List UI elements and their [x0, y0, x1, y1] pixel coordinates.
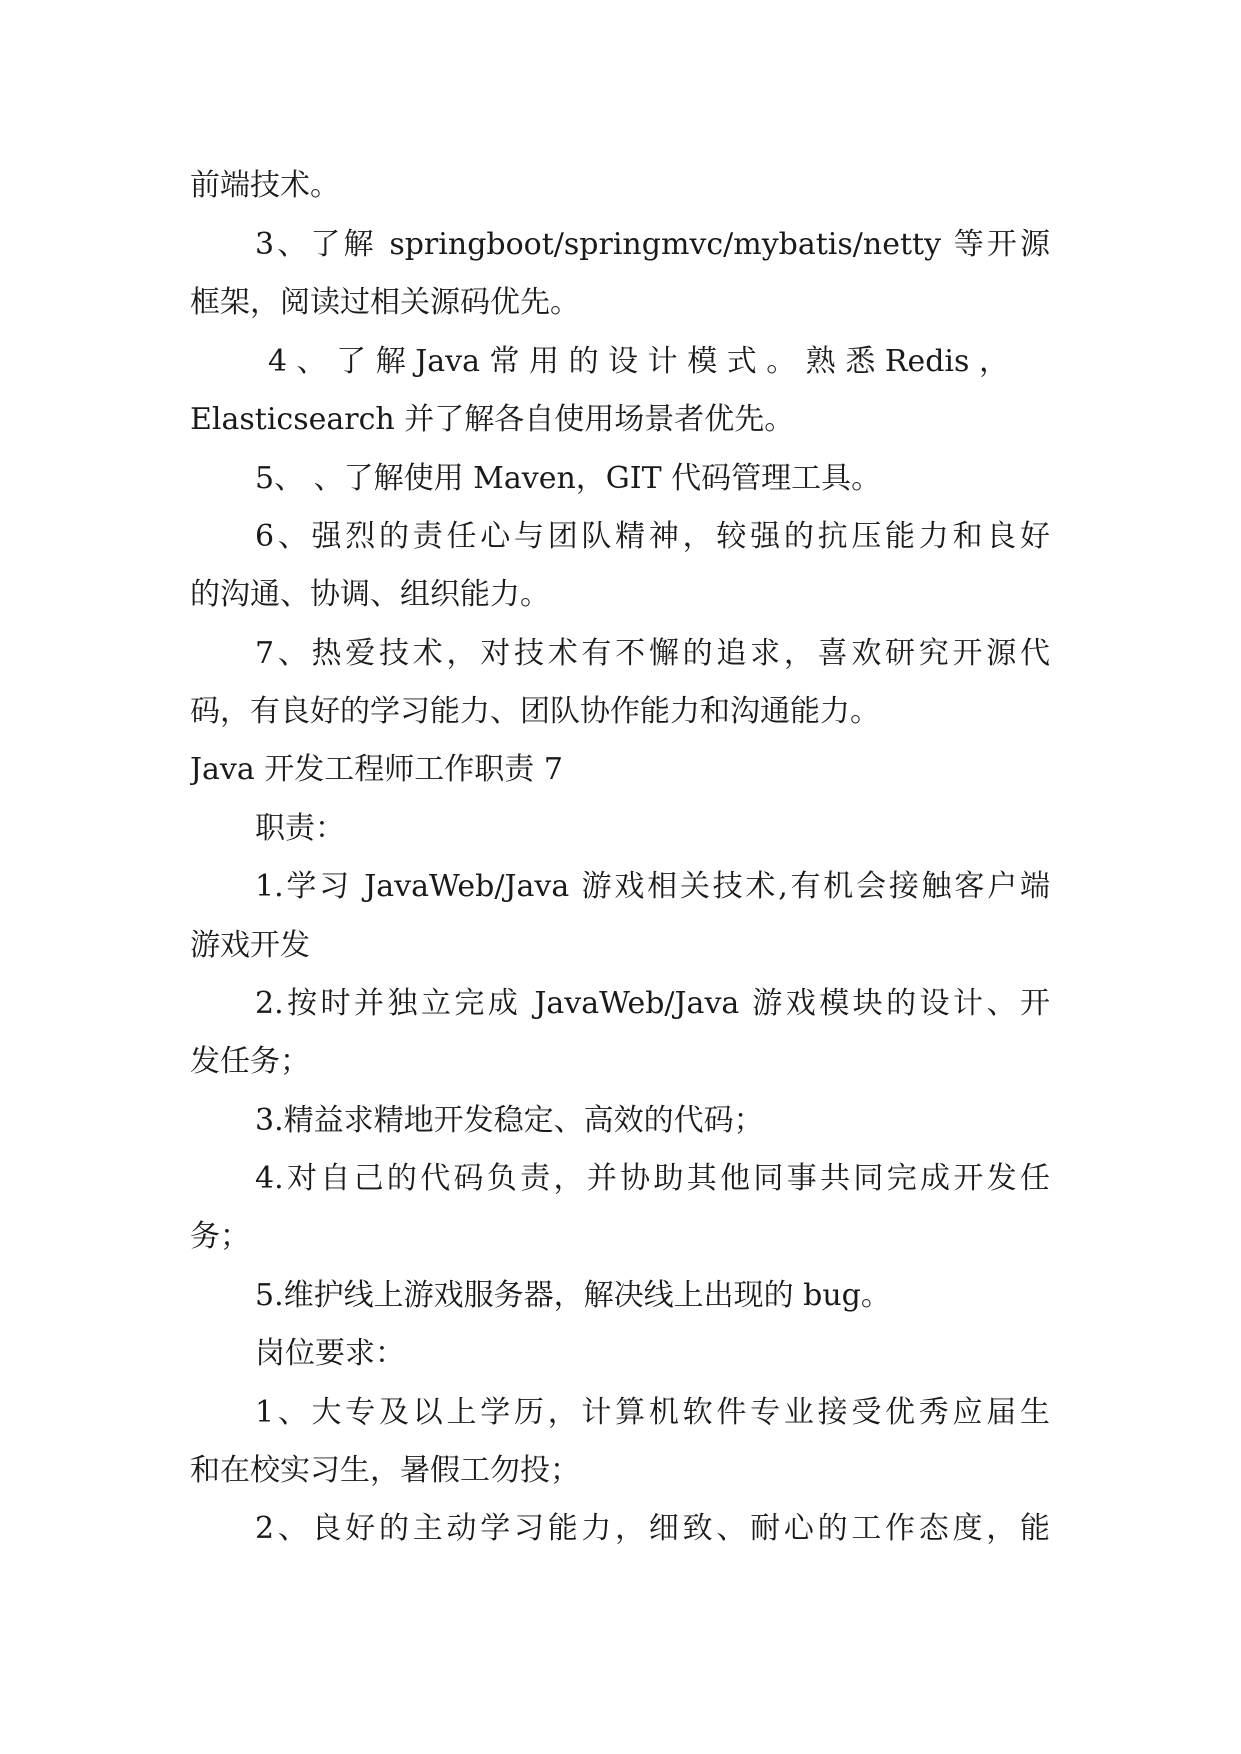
section-heading: Java 开发工程师工作职责 7 — [190, 752, 563, 787]
text-line: 前端技术。 — [190, 168, 340, 203]
text-line: 5.维护线上游戏服务器，解决线上出现的 bug。 — [255, 1278, 891, 1313]
text-line: 4.对自己的代码负责，并协助其他同事共同完成开发任 — [255, 1161, 1050, 1196]
subheading-duties: 职责： — [255, 811, 345, 846]
text-line: 3.精益求精地开发稳定、高效的代码； — [255, 1103, 764, 1138]
text-line: 2、良好的主动学习能力，细致、耐心的工作态度，能 — [255, 1511, 1050, 1546]
text-line: 1.学习 JavaWeb/Java 游戏相关技术,有机会接触客户端 — [255, 869, 1050, 904]
text-line: 务； — [190, 1219, 250, 1254]
text-line: 码，有良好的学习能力、团队协作能力和沟通能力。 — [190, 694, 880, 729]
text-line: 4 、 了 解 Java 常 用 的 设 计 模 式 。 熟 悉 Redis ， — [268, 344, 1009, 379]
text-line: Elasticsearch 并了解各自使用场景者优先。 — [190, 402, 795, 437]
text-line: 框架，阅读过相关源码优先。 — [190, 285, 580, 320]
text-line: 5、 、了解使用 Maven，GIT 代码管理工具。 — [255, 461, 882, 496]
text-line: 的沟通、协调、组织能力。 — [190, 577, 550, 612]
text-line: 7、热爱技术，对技术有不懈的追求，喜欢研究开源代 — [255, 636, 1050, 671]
text-line: 游戏开发 — [190, 928, 310, 963]
text-line: 和在校实习生，暑假工勿投； — [190, 1453, 580, 1488]
text-line: 1、大专及以上学历，计算机软件专业接受优秀应届生 — [255, 1395, 1050, 1430]
text-line: 6、强烈的责任心与团队精神，较强的抗压能力和良好 — [255, 519, 1050, 554]
text-line: 2.按时并独立完成 JavaWeb/Java 游戏模块的设计、开 — [255, 986, 1050, 1021]
text-line: 3、了解 springboot/springmvc/mybatis/netty 等开源 — [255, 227, 1050, 262]
text-line: 发任务； — [190, 1044, 310, 1079]
subheading-requirements: 岗位要求： — [255, 1336, 405, 1371]
